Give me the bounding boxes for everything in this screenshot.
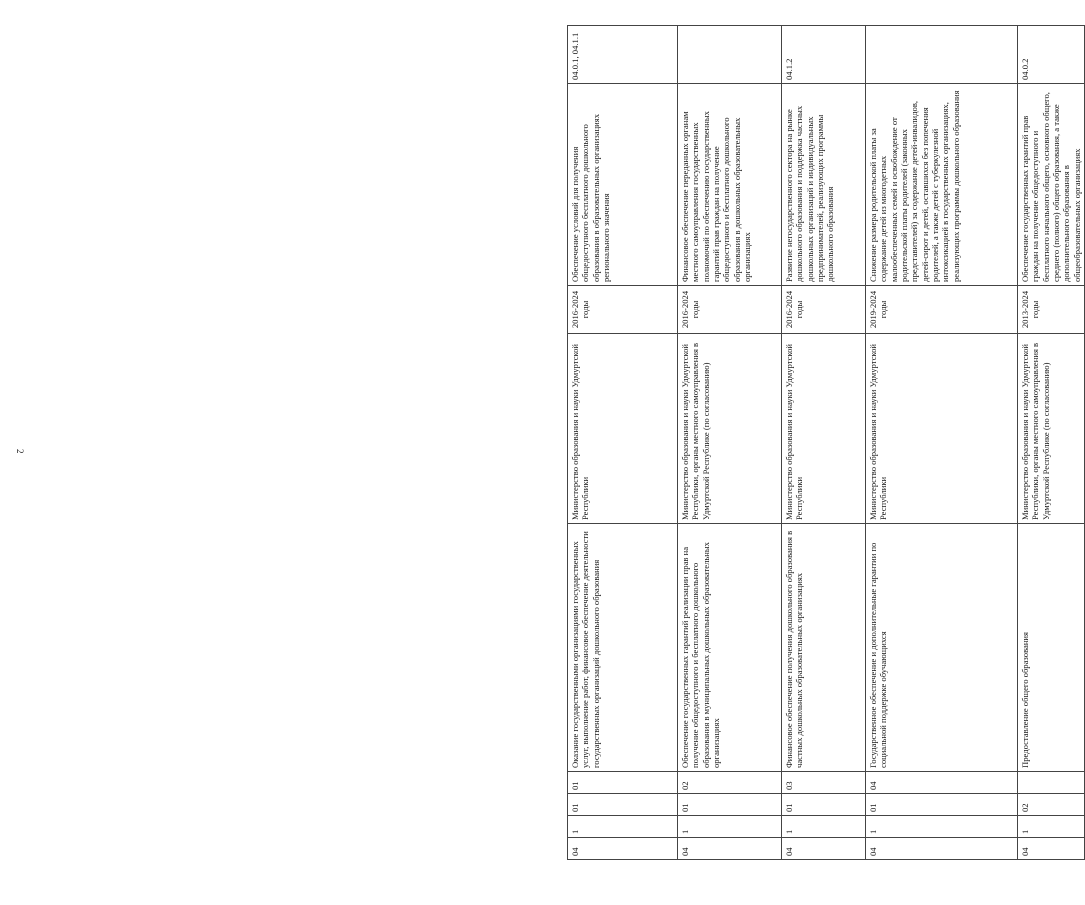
result-cell: Обеспечение государственных гарантий прав граждан на получение общедоступного и бесплатного начального общего, основного общего, среднего (полного) общего образования, а также дополнительного образования в общеобразовательных организациях — [1018, 84, 1085, 286]
code-om-cell: 01 — [782, 794, 866, 816]
indicator-cell — [678, 26, 782, 84]
term-text: 2013-2024 годы — [1020, 290, 1041, 329]
term-cell — [866, 286, 1018, 334]
code-gp-cell: 04 — [1018, 838, 1085, 860]
code-gp-cell: 04 — [782, 838, 866, 860]
term-text: 2019-2024 годы — [868, 290, 889, 329]
measure-name-cell: Предоставление общего образования — [1018, 524, 1085, 772]
result-cell: Обеспечение условий для получения общедоступного бесплатного дошкольного образования в образовательных организациях регионального значения — [568, 84, 678, 286]
code-pp-cell: 1 — [866, 816, 1018, 838]
code-m-cell: 04 — [866, 772, 1018, 794]
code-om-cell: 01 — [678, 794, 782, 816]
term-text: 2016-2024 годы — [570, 290, 591, 329]
table-row — [782, 26, 866, 860]
result-cell: Развитие негосударственного сектора на рынке дошкольного образования и поддержка частных дошкольных организаций и индивидуальных предпринимателей, реализующих программы дошкольного образования — [782, 84, 866, 286]
measure-name-cell: Финансовое обеспечение получения дошкольного образования в частных дошкольных образовательных организациях — [782, 524, 866, 772]
code-pp-cell: 1 — [568, 816, 678, 838]
code-om-cell: 01 — [568, 794, 678, 816]
indicator-cell: 04.0.1, 04.1.1 — [568, 26, 678, 84]
program-measures-table — [567, 25, 1085, 860]
measure-name-cell: Обеспечение государственных гарантий реализации прав на получение общедоступного и бесплатного дошкольного образования в муниципальных дошкольных образовательных организациях — [678, 524, 782, 772]
code-om-cell: 01 — [866, 794, 1018, 816]
table-row — [568, 26, 678, 860]
code-pp-cell: 1 — [1018, 816, 1085, 838]
term-text: 2016-2024 годы — [784, 290, 805, 329]
executor-cell: Министерство образования и науки Удмуртской Республики — [782, 334, 866, 524]
table-row — [866, 26, 1018, 860]
code-m-cell: 02 — [678, 772, 782, 794]
result-cell: Снижение размера родительской платы за содержание детей из многодетных малообеспеченных семей и освобождение от родительской платы родителей (законных представителей) за содержание детей-инвалидов, детей-сирот и детей, оставшихся без попечения родителей, а также детей с туберкулезной интоксикацией в государственных организациях, реализующих программы дошкольного образования — [866, 84, 1018, 286]
code-m-cell — [1018, 772, 1085, 794]
executor-cell: Министерство образования и науки Удмуртской Республики — [568, 334, 678, 524]
executor-cell: Министерство образования и науки Удмуртской Республики, органы местного самоуправления в Удмуртской Республике (по согласованию) — [678, 334, 782, 524]
code-pp-cell: 1 — [678, 816, 782, 838]
measure-name-cell: Государственное обеспечение и дополнительные гарантии по социальной поддержке обучающихся — [866, 524, 1018, 772]
code-gp-cell: 04 — [678, 838, 782, 860]
executor-cell: Министерство образования и науки Удмуртской Республики — [866, 334, 1018, 524]
term-cell — [782, 286, 866, 334]
term-cell — [568, 286, 678, 334]
indicator-cell: 04.0.2 — [1018, 26, 1085, 84]
indicator-cell — [866, 26, 1018, 84]
rotated-page-content — [567, 32, 1082, 860]
code-gp-cell: 04 — [866, 838, 1018, 860]
executor-cell: Министерство образования и науки Удмуртской Республики, органы местного самоуправления в Удмуртской Республике (по согласованию) — [1018, 334, 1085, 524]
term-cell — [678, 286, 782, 334]
page-number: 2 — [15, 449, 25, 454]
table-row — [1018, 26, 1085, 860]
term-cell — [1018, 286, 1085, 334]
indicator-cell: 04.1.2 — [782, 26, 866, 84]
measure-name-cell: Оказание государственными организациями государственных услуг, выполнение работ, финансовое обеспечение деятельности государственных организаций дошкольного образования — [568, 524, 678, 772]
code-pp-cell: 1 — [782, 816, 866, 838]
code-om-cell: 02 — [1018, 794, 1085, 816]
term-text: 2016-2024 годы — [680, 290, 701, 329]
code-m-cell: 03 — [782, 772, 866, 794]
code-gp-cell: 04 — [568, 838, 678, 860]
result-cell: Финансовое обеспечение переданных органам местного самоуправления государственных полномочий по обеспечению государственных гарантий прав граждан на получение общедоступного и бесплатного дошкольного образования в дошкольных образовательных организациях — [678, 84, 782, 286]
table-row — [678, 26, 782, 860]
code-m-cell: 01 — [568, 772, 678, 794]
